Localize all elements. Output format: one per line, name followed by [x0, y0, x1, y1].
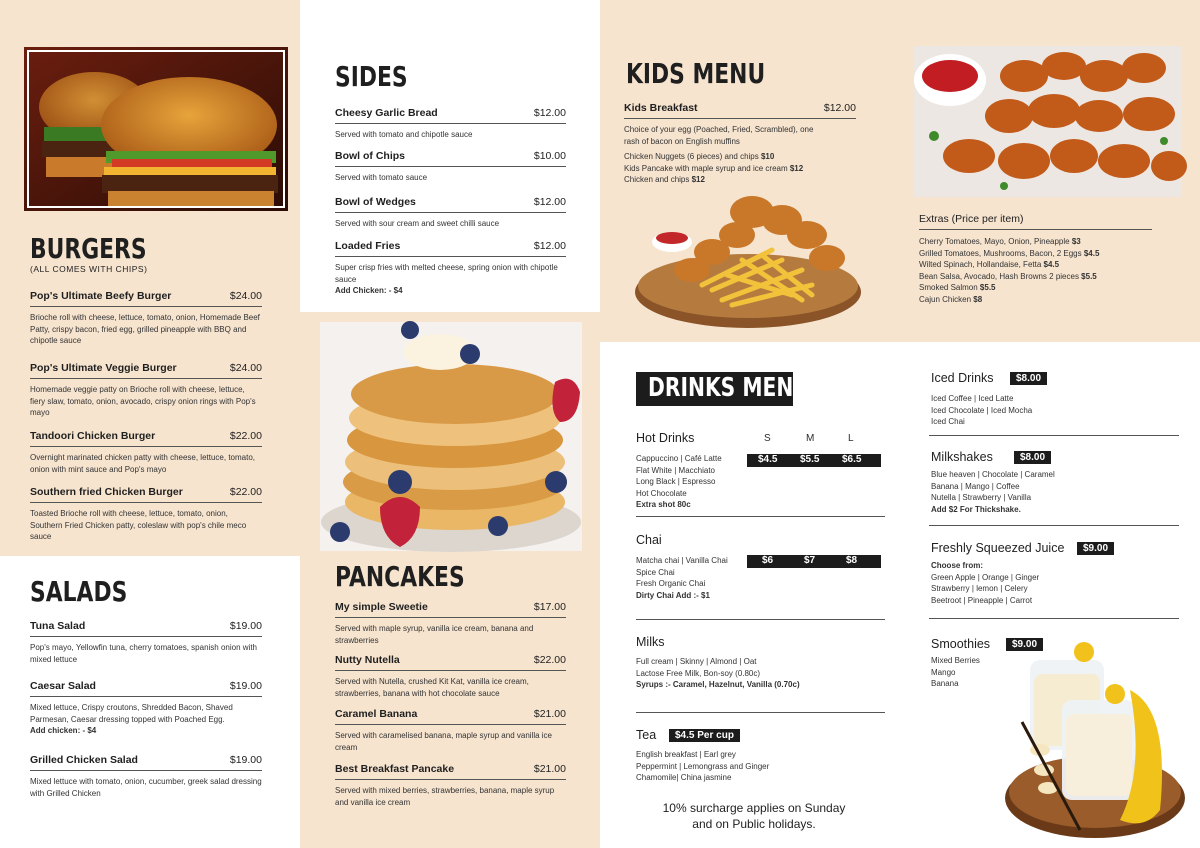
juice-price-tag: $9.00 [1077, 542, 1114, 555]
pancake-desc: Served with caramelised banana, maple syrup and vanilla ice cream [335, 731, 553, 752]
kids-title: KIDS MENU [626, 57, 766, 90]
hot-price-bar [747, 454, 881, 467]
kids-line [624, 174, 864, 186]
burger-name: Pop's Ultimate Veggie Burger [30, 362, 177, 374]
salad-item [30, 754, 262, 799]
milks-line: Full cream | Skinny | Almond | Oat [636, 657, 757, 666]
salad-desc: Pop's mayo, Yellowfin tuna, cherry tomatoes, spanish onion with mixed lettuce [30, 643, 257, 664]
hot-drinks-list [636, 453, 756, 511]
extras-line [919, 271, 1152, 283]
pancake-price: $21.00 [533, 708, 566, 720]
hot-drink-line: Hot Chocolate [636, 488, 687, 498]
divider [636, 712, 885, 713]
extras-line-text: Bean Salsa, Avocado, Hash Browns 2 pieces [919, 271, 1082, 281]
pancakes-photo [320, 322, 582, 551]
side-desc: Served with tomato sauce [335, 173, 428, 182]
burger-desc: Homemade veggie patty on Brioche roll with cheese, lettuce, fiery slaw, tomato, onion, avocado, crispy onion rings with Pop's mayo [30, 385, 256, 417]
salad-item [30, 620, 262, 665]
salad-item [30, 680, 262, 737]
burger-price: $22.00 [229, 486, 262, 498]
milkshake-extra: Add $2 For Thickshake. [931, 504, 1021, 514]
kids-breakfast-desc: Choice of your egg (Poached, Fried, Scrambled), one rash of bacon on English muffins [624, 125, 814, 146]
extras-line [919, 259, 1152, 271]
kids-breakfast-name: Kids Breakfast [624, 102, 698, 114]
hot-drink-line: Flat White | Macchiato [636, 465, 715, 475]
burger-price: $24.00 [229, 290, 262, 302]
divider [929, 618, 1179, 619]
salad-price: $19.00 [229, 754, 262, 766]
juice-line: Strawberry | lemon | Celery [931, 584, 1028, 593]
pancake-item [335, 763, 566, 808]
burger-name: Pop's Ultimate Beefy Burger [30, 290, 172, 302]
kids-lines [624, 151, 864, 186]
milks-list [636, 656, 876, 691]
chai-line: Fresh Organic Chai [636, 579, 706, 588]
side-item [335, 196, 566, 230]
pancake-item [335, 654, 566, 699]
size-l: L [848, 433, 854, 444]
kids-line [624, 151, 864, 163]
extras-line [919, 236, 1152, 248]
extras-line [919, 282, 1152, 294]
burger-desc: Overnight marinated chicken patty with cheese, lettuce, tomato, onion with mint sauce and Pop's mayo [30, 453, 256, 474]
side-price: $12.00 [533, 240, 566, 252]
nuggets-photo [632, 190, 864, 332]
pancake-name: Nutty Nutella [335, 654, 400, 666]
chai-price-l: $8 [846, 555, 858, 566]
extras-line-text: Cherry Tomatoes, Mayo, Onion, Pineapple [919, 237, 1072, 246]
burgers-subtitle: (ALL COMES WITH CHIPS) [30, 264, 148, 274]
smoothies-title: Smoothies [931, 637, 991, 651]
pancake-name: Caramel Banana [335, 708, 418, 720]
pancake-item [335, 601, 566, 646]
milkshake-line: Nutella | Strawberry | Vanilla [931, 493, 1032, 502]
salad-extra: Add chicken: - $4 [30, 726, 97, 735]
chai-price-bar [747, 555, 881, 568]
iced-line: Iced Chai [931, 417, 965, 426]
extras-line-text: Cajun Chicken [919, 294, 974, 304]
side-name: Loaded Fries [335, 240, 401, 252]
smoothie-line: Mango [931, 667, 956, 677]
pancake-desc: Served with mixed berries, strawberries, banana, maple syrup and vanilla ice cream [335, 786, 555, 807]
chai-extra: Dirty Chai Add :- $1 [636, 590, 710, 600]
milkshake-line: Banana | Mango | Coffee [931, 481, 1020, 491]
burger-item [30, 290, 262, 347]
pancake-price: $21.00 [533, 763, 566, 775]
hot-drink-line: Long Black | Espresso [636, 477, 716, 486]
juice-line: Beetroot | Pineapple | Carrot [931, 595, 1033, 605]
milks-line: Lactose Free Milk, Bon-soy (0.80c) [636, 668, 761, 678]
tea-title: Tea [636, 728, 657, 742]
milkshakes-list [931, 469, 1151, 515]
kids-line-price: $12 [691, 175, 705, 184]
salad-price: $19.00 [229, 620, 262, 632]
kids-breakfast-price: $12.00 [823, 102, 856, 114]
side-desc: Served with sour cream and sweet chilli sauce [335, 219, 500, 228]
surcharge-line: 10% surcharge applies on Sunday [662, 801, 846, 815]
side-item [335, 150, 566, 184]
kids-line-text: Chicken Nuggets (6 pieces) and chips [624, 152, 761, 161]
kids-line [624, 163, 864, 175]
pancake-name: Best Breakfast Pancake [335, 763, 455, 775]
drinks-title-box [636, 372, 810, 406]
chai-title: Chai [636, 533, 662, 547]
tea-line: Chamomile| China jasmine [636, 773, 732, 782]
burger-price: $24.00 [229, 362, 262, 374]
milks-extra: Syrups :- Caramel, Hazelnut, Vanilla (0.70c) [636, 680, 800, 689]
burgers-title: BURGERS [30, 232, 147, 265]
salad-price: $19.00 [229, 680, 262, 692]
side-price: $12.00 [533, 196, 566, 208]
hot-drink-extra: Extra shot 80c [636, 500, 691, 509]
divider [929, 525, 1179, 526]
smoothie-line: Banana [931, 679, 959, 688]
side-name: Bowl of Chips [335, 150, 405, 162]
kids-line-text: Chicken and chips [624, 175, 692, 184]
iced-line: Iced Coffee | Iced Latte [931, 394, 1014, 403]
chai-line: Spice Chai [636, 567, 675, 577]
hot-price-m: $5.5 [800, 454, 820, 465]
extras-line-text: Wilted Spinach, Hollandaise, Fetta [919, 260, 1044, 269]
smoothie-line: Mixed Berries [931, 656, 980, 665]
divider [636, 516, 885, 517]
kids-line-price: $12 [789, 163, 804, 173]
surcharge-note [636, 800, 872, 832]
juice-title: Freshly Squeezed Juice [931, 541, 1065, 555]
side-extra: Add Chicken: - $4 [335, 286, 403, 295]
side-price: $12.00 [533, 107, 566, 119]
milkshake-line: Blue heaven | Chocolate | Caramel [931, 470, 1055, 479]
hot-drink-line: Cappuccino | Café Latte [636, 454, 722, 463]
tea-line: Peppermint | Lemongrass and Ginger [636, 761, 770, 771]
kids-line-text: Kids Pancake with maple syrup and ice cream [624, 163, 790, 173]
chai-price-s: $6 [762, 555, 774, 566]
drinks-title: DRINKS MENU [648, 373, 810, 403]
salad-name: Grilled Chicken Salad [30, 754, 138, 766]
side-item [335, 240, 566, 297]
burger-item [30, 486, 262, 543]
chai-list [636, 555, 746, 601]
milkshakes-title: Milkshakes [931, 450, 993, 464]
extras-line-price: $5.5 [979, 283, 996, 292]
pancakes-title: PANCAKES [335, 560, 465, 593]
milks-title: Milks [636, 635, 665, 649]
divider [636, 619, 885, 620]
side-item [335, 107, 566, 141]
kids-breakfast [624, 102, 856, 147]
burger-item [30, 362, 262, 419]
salad-desc: Mixed lettuce with tomato, onion, cucumber, greek salad dressing with Grilled Chicken [30, 777, 262, 798]
side-desc: Served with tomato and chipotle sauce [335, 130, 473, 139]
side-desc: Super crisp fries with melted cheese, spring onion with chipotle sauce [335, 263, 558, 284]
burger-name: Tandoori Chicken Burger [30, 430, 156, 442]
extras-line-text: Smoked Salmon [919, 283, 980, 292]
chai-price-m: $7 [804, 555, 816, 566]
pancake-name: My simple Sweetie [335, 601, 428, 613]
divider [929, 435, 1179, 436]
extras-block [919, 213, 1152, 305]
extras-title: Extras (Price per item) [919, 213, 1152, 230]
juice-line: Green Apple | Orange | Ginger [931, 572, 1040, 582]
tea-price-tag: $4.5 Per cup [669, 729, 740, 742]
tea-line: English breakfast | Earl grey [636, 750, 736, 759]
size-m: M [806, 433, 815, 444]
extras-line [919, 248, 1152, 260]
extras-line-price: $5.5 [1081, 271, 1097, 281]
extras-line-text: Grilled Tomatoes, Mushrooms, Bacon, 2 Eggs [919, 248, 1084, 258]
smoothies-price-tag: $9.00 [1006, 638, 1043, 651]
smoothie-photo [1000, 630, 1190, 842]
pancake-desc: Served with Nutella, crushed Kit Kat, vanilla ice cream, strawberries, banana with hot chocolate sauce [335, 677, 529, 698]
milkshakes-price-tag: $8.00 [1014, 451, 1051, 464]
chai-line: Matcha chai | Vanilla Chai [636, 556, 728, 565]
burger-photo [24, 47, 288, 211]
salads-title: SALADS [30, 575, 128, 608]
burger-desc: Toasted Brioche roll with cheese, lettuce, tomato, onion, Southern Fried Chicken patty, coleslaw with pop's chile meco sauce [30, 509, 247, 541]
burger-price: $22.00 [229, 430, 262, 442]
iced-price-tag: $8.00 [1010, 372, 1047, 385]
size-s: S [764, 433, 771, 444]
salad-desc: Mixed lettuce, Crispy croutons, Shredded Bacon, Shaved Parmesan, Caesar dressing topped with Poached Egg. [30, 703, 233, 724]
pancake-item [335, 708, 566, 753]
iced-title: Iced Drinks [931, 371, 994, 385]
extras-line [919, 294, 1152, 306]
extras-line-price: $4.5 [1043, 260, 1060, 269]
juice-sub: Choose from: [931, 561, 983, 570]
surcharge-line: and on Public holidays. [692, 817, 816, 831]
iced-list [931, 393, 1151, 428]
pancake-price: $22.00 [533, 654, 566, 666]
burger-item [30, 430, 262, 475]
hot-price-s: $4.5 [758, 454, 778, 465]
burger-desc: Brioche roll with cheese, lettuce, tomato, onion, Homemade Beef Patty, crispy bacon, fried egg, grilled pineapple with BBQ and chipotle sauce [30, 313, 260, 345]
extras-line-price: $8 [973, 294, 983, 304]
hot-price-l: $6.5 [842, 454, 862, 465]
salad-name: Tuna Salad [30, 620, 86, 632]
pancake-price: $17.00 [533, 601, 566, 613]
kids-line-price: $10 [760, 152, 775, 161]
fried-chicken-photo [914, 46, 1182, 197]
sides-title: SIDES [335, 60, 408, 93]
salad-name: Caesar Salad [30, 680, 96, 692]
burger-name: Southern fried Chicken Burger [30, 486, 183, 498]
side-name: Cheesy Garlic Bread [335, 107, 438, 119]
juice-list [931, 560, 1151, 606]
hot-drinks-title: Hot Drinks [636, 431, 695, 445]
extras-line-price: $4.5 [1083, 248, 1100, 258]
iced-line: Iced Chocolate | Iced Mocha [931, 405, 1033, 415]
side-name: Bowl of Wedges [335, 196, 416, 208]
pancake-desc: Served with maple syrup, vanilla ice cream, banana and strawberries [335, 624, 534, 645]
tea-list [636, 749, 876, 784]
side-price: $10.00 [533, 150, 566, 162]
extras-line-price: $3 [1071, 237, 1081, 246]
